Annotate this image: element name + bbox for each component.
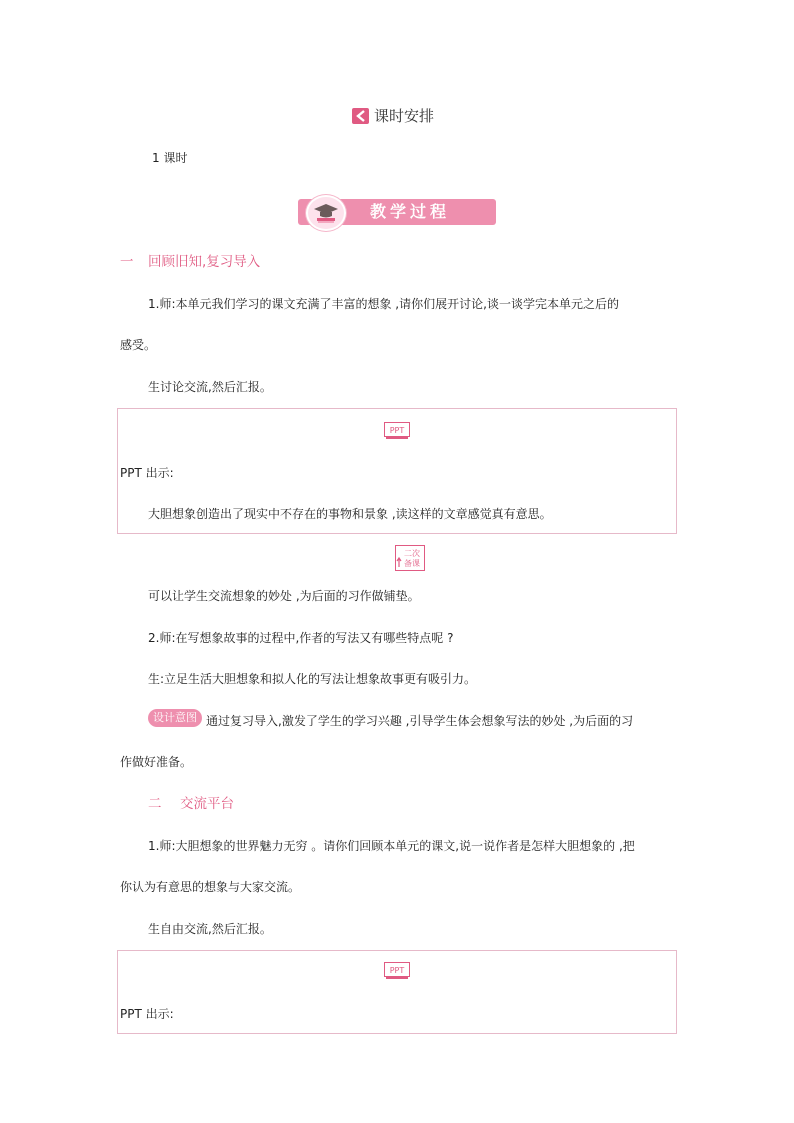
part2-heading-num: 二 [148,796,162,812]
part1-heading-text: 回顾旧知,复习导入 [148,254,261,270]
part1-p1-line2: 感受。 [120,338,157,352]
revision-icon-line2: 备课 [404,559,420,568]
part1-p3: 可以让学生交流想象的妙处 ,为后面的习作做铺垫。 [148,589,420,603]
design-intent-line1: 通过复习导入,激发了学生的学习兴趣 ,引导学生体会想象写法的妙处 ,为后面的习 [206,714,634,728]
part2-p1-line1: 1.师:大胆想象的世界魅力无穷 。请你们回顾本单元的课文,说一说作者是怎样大胆想象的 ,把 [148,839,635,853]
ppt-icon-label: PPT [389,426,405,435]
ppt-icon [384,422,410,440]
part1-p1-line1: 1.师:本单元我们学习的课文充满了丰富的想象 ,请你们展开讨论,谈一谈学完本单元之后的 [148,297,619,311]
ppt-box-1-label: PPT 出示: [120,466,174,480]
part1-heading-num: 一 [120,254,134,270]
part1-p5: 生:立足生活大胆想象和拟人化的写法让想象故事更有吸引力。 [148,672,477,686]
lesson-count: 1 课时 [152,151,188,165]
ppt-box-1-content: 大胆想象创造出了现实中不存在的事物和景象 ,读这样的文章感觉真有意思。 [148,507,552,521]
lesson-revision-icon [395,545,425,571]
banner-title: 教学过程 [370,202,451,221]
graduation-cap-book-icon [306,195,346,231]
part1-p4: 2.师:在写想象故事的过程中,作者的写法又有哪些特点呢 ? [148,631,454,645]
ppt-icon [384,962,410,980]
part2-p2: 生自由交流,然后汇报。 [148,922,272,936]
part1-p2: 生讨论交流,然后汇报。 [148,380,272,394]
ppt-box-2-label: PPT 出示: [120,1007,174,1021]
revision-icon-line1: 二次 [404,549,420,558]
part2-p1-line2: 你认为有意思的想象与大家交流。 [120,880,301,894]
design-intent-badge: 设计意图 [148,709,202,727]
part2-heading-text: 交流平台 [180,796,234,812]
design-intent-line2: 作做好准备。 [120,755,193,769]
section-title: 课时安排 [374,107,435,125]
ppt-icon-label: PPT [389,966,405,975]
bookmark-icon [352,108,369,124]
